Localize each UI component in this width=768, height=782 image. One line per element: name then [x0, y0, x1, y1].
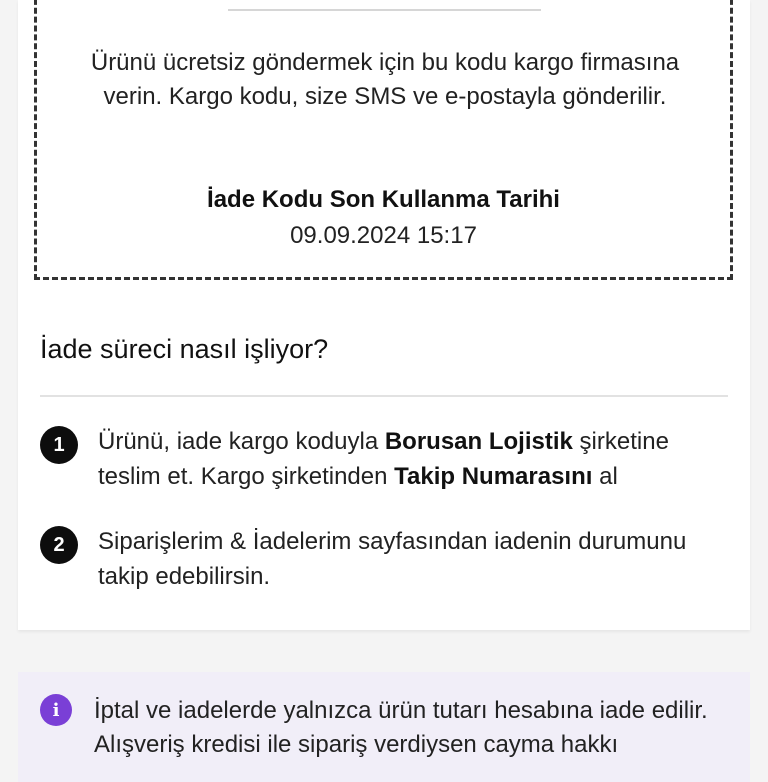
carrier-name: Borusan Lojistik: [384, 428, 573, 455]
expiry-label: İade Kodu Son Kullanma Tarihi: [207, 186, 560, 213]
info-icon: i: [40, 694, 72, 726]
divider: [228, 9, 541, 11]
step-number-badge: 1: [40, 426, 78, 464]
section-divider: [40, 395, 728, 397]
step-text-part: al: [592, 463, 618, 490]
step-text-part: şirketine teslim et. Kargo şirketinden: [98, 428, 669, 490]
tracking-number-label: Takip Numarasını: [394, 463, 593, 490]
info-banner: [18, 672, 750, 782]
return-code-description: Ürünü ücretsiz göndermek için bu kodu kargo firmasına verin. Kargo kodu, size SMS ve e-postayla gönderilir.: [90, 49, 680, 110]
step-text: Siparişlerim & İadelerim sayfasından iadenin durumunu takip edebilirsin.: [98, 528, 687, 590]
expiry-date: 09.09.2024 15:17: [290, 222, 477, 249]
step-number-badge: 2: [40, 526, 78, 564]
section-title: İade süreci nasıl işliyor?: [40, 334, 329, 364]
step-text-part: Ürünü, iade kargo koduyla: [98, 428, 385, 455]
step-text: [98, 424, 738, 494]
info-text: İptal ve iadelerde yalnızca ürün tutarı hesabına iade edilir. Alışveriş kredisi ile sipariş verdiysen cayma hakkı: [94, 697, 708, 758]
